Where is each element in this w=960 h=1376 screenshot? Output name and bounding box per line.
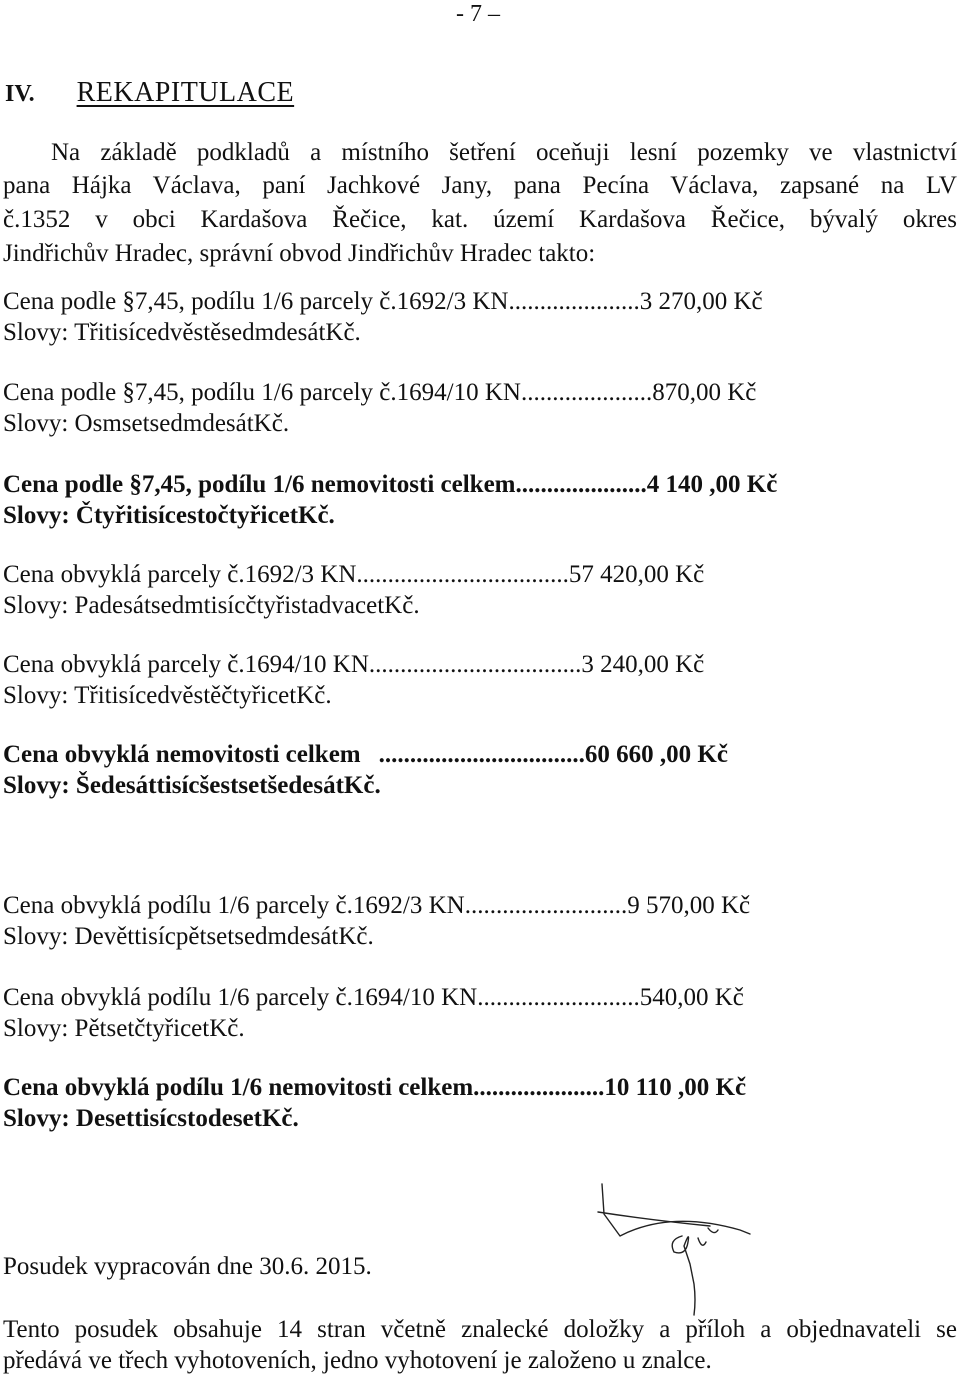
- entry-label: Cena obvyklá podílu 1/6 parcely č.1692/3 KN: [3, 892, 465, 919]
- entry-label: Cena podle §7,45, podílu 1/6 nemovitosti celkem: [3, 471, 516, 498]
- entry-label: Cena obvyklá parcely č.1694/10 KN: [3, 651, 369, 678]
- price-entry-7: [3, 891, 750, 921]
- entry-amount: 3 240,00 Kč: [581, 651, 705, 678]
- entry-dots: .....................: [508, 288, 640, 315]
- section-heading: [5, 76, 294, 111]
- entry-amount: 57 420,00 Kč: [568, 561, 705, 588]
- price-words-1: Slovy: TřitisícedvěstěsedmdesátKč.: [3, 319, 361, 346]
- price-words-9: Slovy: DesettisícstodesetKč.: [3, 1105, 299, 1132]
- entry-label: Cena obvyklá podílu 1/6 parcely č.1694/10 KN: [3, 984, 478, 1011]
- entry-dots: ..................................: [356, 561, 569, 588]
- section-title: REKAPITULACE: [76, 77, 295, 108]
- entry-amount: 540,00 Kč: [639, 984, 744, 1011]
- price-words-4: Slovy: PadesátsedmtisícčtyřistadvacetKč.: [3, 592, 420, 619]
- price-entry-6-total: [3, 740, 728, 770]
- entry-label: Cena podle §7,45, podílu 1/6 parcely č.1694/10 KN: [3, 379, 521, 406]
- entry-dots: ..........................: [477, 984, 640, 1011]
- price-entry-3-total: [3, 470, 777, 500]
- entry-dots: .....................: [515, 471, 647, 498]
- entry-amount: 10 110 ,00 Kč: [604, 1074, 747, 1101]
- price-words-3: Slovy: ČtyřitisícestočtyřicetKč.: [3, 502, 335, 529]
- entry-label: Cena obvyklá parcely č.1692/3 KN: [3, 561, 357, 588]
- entry-dots: .....................: [473, 1074, 605, 1101]
- price-entry-5: [3, 650, 704, 680]
- intro-line-3: č.1352 v obci Kardašova Řečice, kat. území Kardašova Řečice, bývalý okres: [3, 206, 957, 233]
- price-words-8: Slovy: PětsetčtyřicetKč.: [3, 1015, 245, 1042]
- price-words-2: Slovy: OsmsetsedmdesátKč.: [3, 410, 290, 437]
- entry-label: Cena podle §7,45, podílu 1/6 parcely č.1692/3 KN: [3, 288, 509, 315]
- entry-dots: ..................................: [368, 651, 582, 678]
- entry-dots: .................................: [378, 741, 585, 768]
- entry-dots: ..........................: [464, 892, 628, 919]
- intro-line-1: Na základě podkladů a místního šetření oceňuji lesní pozemky ve vlastnictví: [51, 139, 957, 166]
- entry-label: Cena obvyklá nemovitosti celkem: [3, 741, 361, 768]
- entry-amount: 60 660 ,00 Kč: [584, 741, 728, 768]
- intro-line-4: Jindřichův Hradec, správní obvod Jindřichův Hradec takto:: [3, 240, 596, 267]
- price-entry-4: [3, 560, 704, 590]
- entry-amount: 870,00 Kč: [652, 379, 757, 406]
- entry-dots: .....................: [520, 379, 653, 406]
- closing-line-1: Tento posudek obsahuje 14 stran včetně znalecké doložky a příloh a objednavateli se: [3, 1316, 957, 1343]
- page-number: - 7 –: [456, 1, 500, 27]
- price-entry-8: [3, 983, 744, 1013]
- price-entry-1: [3, 287, 763, 317]
- price-words-7: Slovy: DevěttisícpětsetsedmdesátKč.: [3, 923, 374, 950]
- price-entry-2: [3, 378, 756, 408]
- section-number: IV.: [5, 81, 35, 107]
- signature-icon: [590, 1180, 760, 1320]
- entry-amount: 4 140 ,00 Kč: [646, 471, 778, 498]
- date-line: Posudek vypracován dne 30.6. 2015.: [3, 1253, 372, 1280]
- entry-amount: 9 570,00 Kč: [627, 892, 751, 919]
- entry-label: Cena obvyklá podílu 1/6 nemovitosti celkem: [3, 1074, 474, 1101]
- price-words-6: Slovy: ŠedesáttisícšestsetšedesátKč.: [3, 772, 381, 799]
- intro-line-2: pana Hájka Václava, paní Jachkové Jany, pana Pecína Václava, zapsané na LV: [3, 172, 957, 199]
- entry-amount: 3 270,00 Kč: [639, 288, 763, 315]
- closing-line-2: předává ve třech vyhotoveních, jedno vyhotovení je založeno u znalce.: [3, 1347, 712, 1374]
- price-words-5: Slovy: TřitisícedvěstěčtyřicetKč.: [3, 682, 332, 709]
- price-entry-9-total: [3, 1073, 746, 1103]
